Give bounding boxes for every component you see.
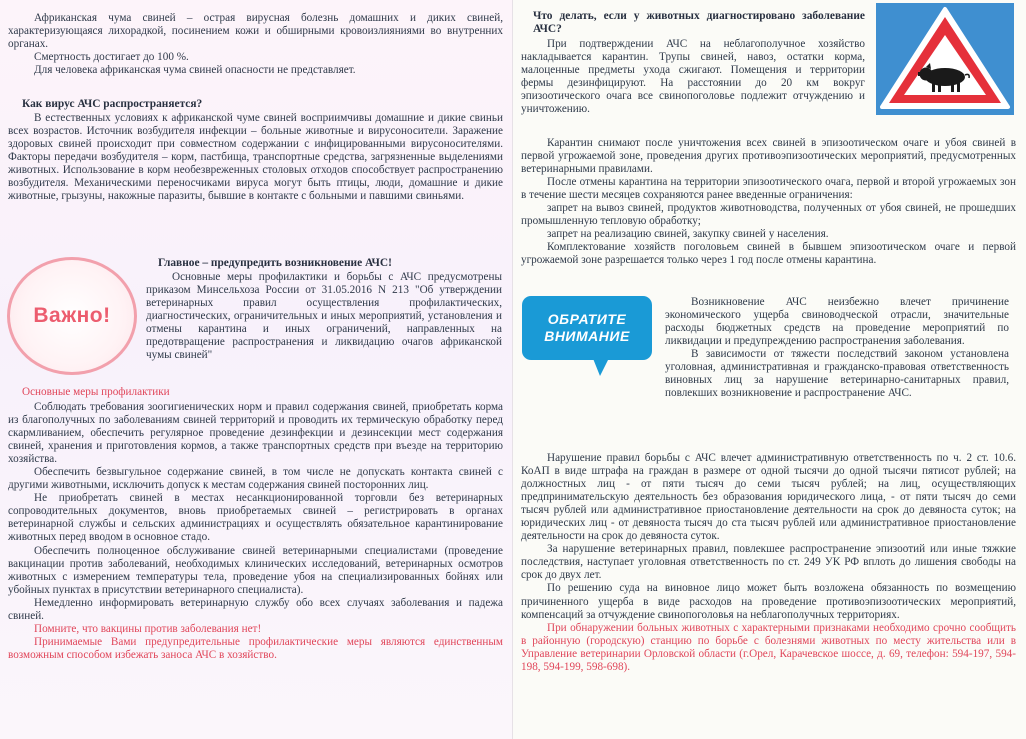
- measure-paragraph: Обеспечить безвыгульное содержание свиней, в том числе не допускать контакта свиней с другими животными, исключить допуск к местам содержания свиней посторонних лиц.: [8, 466, 503, 492]
- stamp-label: Важно!: [33, 304, 111, 327]
- main-block: [146, 271, 502, 362]
- spread-heading: Как вирус АЧС распространяется?: [22, 98, 203, 110]
- quarantine-paragraph: запрет на реализацию свиней, закупку свиней у населения.: [547, 228, 829, 241]
- liability-paragraph: Нарушение правил борьбы с АЧС влечет административную ответственность по ч. 2 ст. 10.6. КоАП в виде штрафа на граждан в размере от одной тысячи до одной тысячи пятисот рублей; на должностных лиц - от пяти тысяч до семи тысяч рублей; на лиц, осуществляющих предпринимательскую деятельность без образования юридического лица, - от пяти тысяч до семи тысяч рублей или административное приостановление деятельности на срок до девяноста суток; на юридических лиц - от девяноста тысяч до ста тысяч рублей или административное приостановление деятельности на срок до девяноста суток.: [521, 452, 1016, 543]
- consequence-paragraph: В зависимости от тяжести последствий законом установлена уголовная, административная и гражданско-правовая ответственность виновных лиц за нарушение ветеринарно-санитарных правил, повлекших возникновение и распространение АЧС.: [665, 348, 1009, 400]
- main-paragraph: Основные меры профилактики и борьбы с АЧС предусмотрены приказом Минсельхоза России от 31.05.2016 N 213 "Об утверждении ветеринарных правил осуществления профилактических, диагностических, ограничительных и иных мероприятий, установления и отмены карантина и иных ограничений, направленных на предотвращение распространения и ликвидацию очагов африканской чумы свиней": [146, 271, 502, 362]
- liability-paragraph: За нарушение ветеринарных правил, повлекшее распространение эпизоотий или иные тяжкие последствия, наступает уголовная ответственность по ст. 249 УК РФ вплоть до лишения свободы на срок до двух лет.: [521, 543, 1016, 582]
- main-heading: Главное – предупредить возникновение АЧС!: [158, 257, 392, 269]
- quarantine-paragraph: Карантин снимают после уничтожения всех свиней в эпизоотическом очаге и убоя свиней в первой угрожаемой зоне, проведения других противоэпизоотических мероприятий, предусмотренных ветеринарными правилами.: [521, 137, 1016, 176]
- spread-paragraph: В естественных условиях к африканской чуме свиней восприимчивы домашние и дикие свиньи всех возрастов. Источник возбудителя инфекции – больные животные и вирусоносители. Заражение здоровых свиней происходит при совместном содержании с инфицированными вирусоносителями. Факторы передачи возбудителя – корм, пастбища, транспортные средства, загрязненные выделениями животных. Использование в корм необезвреженных столовых отходов способствует распространению возбудителя. Механическими переносчиками вируса могут быть птицы, люди, домашние и дикие животные, грызуны, накожные паразиты, бывшие в контакте с больными и павшими свиньями.: [8, 112, 503, 203]
- measure-paragraph: Обеспечить полноценное обслуживание свиней ветеринарными специалистами (проведение вакцинации против заболеваний, необходимых клинических исследований, ветеринарных осмотров животных с измерением температуры тела, проведение убоя на специализированных бойнях или убойных пунктах в присутствии ветеринарного специалиста).: [8, 544, 503, 596]
- attention-box: [522, 296, 652, 360]
- attention-line: ОБРАТИТЕ: [547, 311, 627, 327]
- intro-block: [8, 12, 503, 77]
- attention-line: ВНИМАНИЕ: [544, 328, 630, 344]
- consequence-paragraph: Возникновение АЧС неизбежно влечет причинение экономического ущерба свиноводческой отрасли, значительные расходы бюджетных средств на проведение мероприятий по ликвидации и предупреждению распространения заболевания.: [665, 296, 1009, 348]
- quarantine-block: [521, 137, 1016, 267]
- measure-paragraph: Соблюдать требования зоогигиенических норм и правил содержания свиней, приобретать корма из благополучных по заболеваниям свиней территорий и проводить их термическую обработку перед скармливанием, обеспечить регулярное проведение дезинфекции и дезинсекции мест содержания свиней, хранения и приготовления кормов, а также транспортных средств при въезде на территорию хозяйства.: [8, 401, 503, 466]
- measures-block: [8, 401, 503, 662]
- quarantine-paragraph: запрет на вывоз свиней, продуктов животноводства, полученных от убоя свиней, не прошедших промышленную тепловую обработку;: [521, 202, 1016, 228]
- quarantine-paragraph: Комплектование хозяйств поголовьем свиней в бывшем эпизоотическом очаге и первой угрожаемой зоне разрешается только через 1 год после отмены карантина.: [521, 241, 1016, 267]
- bubble-tail: [592, 356, 610, 376]
- attention-speech-bubble: [522, 296, 652, 378]
- vaccine-reminder: Помните, что вакцины против заболевания нет!: [34, 622, 262, 635]
- consequences-block: [665, 296, 1009, 400]
- intro-paragraph: Африканская чума свиней – острая вирусная болезнь домашних и диких свиней, характеризующаяся лихорадкой, посинением кожи и обширными кровоизлияниями во внутренних органах.: [8, 12, 503, 51]
- what-heading: Что делать, если у животных диагностировано заболевание АЧС?: [533, 10, 865, 35]
- pig-warning-sign-icon: [876, 3, 1014, 115]
- contact-paragraph: При обнаружении больных животных с характерными признаками необходимо срочно сообщить в районную (городскую) станцию по борьбе с болезнями животных по месту жительства или в Управление ветеринарии Орловской области (г.Орел, Карачевское шоссе, д. 69, телефон: 594-197, 594-198, 594-199, 598-698).: [521, 621, 1016, 673]
- spread-block: [8, 112, 503, 203]
- measures-heading: Основные меры профилактики: [22, 386, 170, 398]
- measure-paragraph: Не приобретать свиней в местах несанкционированной торговли без ветеринарных сопроводительных документов, вновь приобретаемых свиней – регистрировать в органах ветеринарной службы и сельских администрациях и осуществлять обязательное карантинирование животных перед вводом в основное стадо.: [8, 492, 503, 544]
- intro-paragraph: Смертность достигает до 100 %.: [34, 51, 189, 64]
- intro-paragraph: Для человека африканская чума свиней опасности не представляет.: [34, 64, 356, 77]
- quarantine-paragraph: После отмены карантина на территории эпизоотического очага, первой и второй угрожаемых зон в течение шести месяцев сохраняются ранее введенные ограничения:: [521, 176, 1016, 202]
- liability-paragraph: По решению суда на виновное лицо может быть возложена обязанность по возмещению причиненного ущерба в виде расходов на проведение противоэпизоотических мероприятий, компенсаций за отчуждение свинопоголовья на неблагополучных территориях.: [521, 582, 1016, 621]
- what-paragraph: При подтверждении АЧС на неблагополучное хозяйство накладывается карантин. Трупы свиней, навоз, остатки корма, малоценные предметы ухода сжигают. Помещения и территории фермы дезинфицируют. На расстоянии до 20 км вокруг эпизоотического очага все свинопоголовье подлежит отчуждению и уничтожению.: [521, 38, 865, 116]
- right-page: [513, 0, 1026, 739]
- important-stamp: [7, 257, 137, 375]
- measure-paragraph: Немедленно информировать ветеринарную службу обо всех случаях заболевания и падежа свиней.: [8, 596, 503, 622]
- what-block: [521, 38, 865, 116]
- closing-paragraph: Принимаемые Вами предупредительные профилактические меры являются единственным возможным способом избежать заноса АЧС в хозяйство.: [8, 635, 503, 661]
- liability-block: [521, 452, 1016, 674]
